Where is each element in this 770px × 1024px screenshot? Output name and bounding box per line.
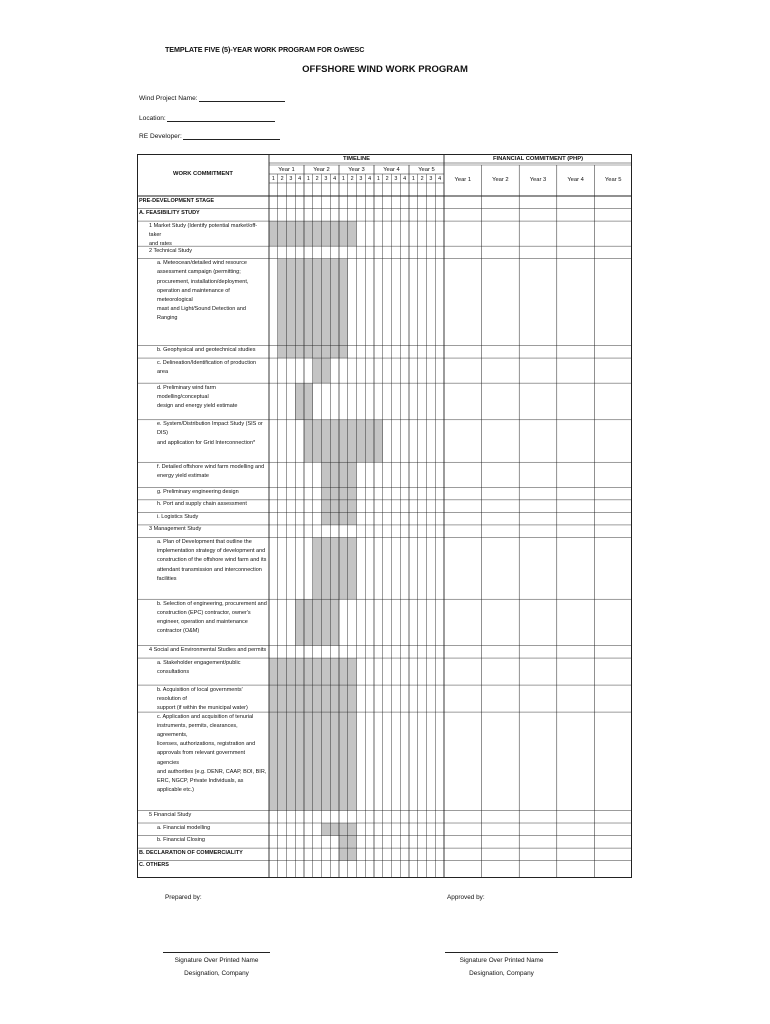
signature-line-right[interactable] — [445, 952, 558, 953]
quarter-number: 2 — [280, 176, 284, 182]
quarter-number: 4 — [403, 176, 407, 182]
financial-header: FINANCIAL COMMITMENT (PHP) — [492, 156, 584, 162]
table-row-label: a. Meteocean/detailed wind resource assessment campaign (permitting; procurement, installation/deployment, operation and maintenance of meteorological mast and Light/Sound Detection and Ranging — [157, 260, 249, 322]
table-row-label: f. Detailed offshore wind farm modelling and energy yield estimate — [157, 463, 265, 479]
table-row-label: b. Acquisition of local governments' resolution of support (if within the municipal water) — [157, 686, 248, 711]
table-row-label: b. Geophysical and geotechnical studies — [157, 347, 256, 354]
field-label: Location: — [139, 115, 166, 122]
quarter-number: 1 — [306, 176, 310, 182]
table-row-label: 2 Technical Study — [149, 247, 193, 254]
page-title: OFFSHORE WIND WORK PROGRAM — [302, 64, 468, 75]
quarter-number: 3 — [324, 176, 328, 182]
financial-year-label: Year 2 — [492, 177, 509, 183]
table-row-label: c. Delineation/Identification of production area — [157, 359, 257, 375]
table-row-label: 5 Financial Study — [149, 811, 192, 818]
quarter-number: 4 — [298, 176, 302, 182]
quarter-number: 4 — [368, 176, 372, 182]
table-row-label: c. Application and acquisition of tenurial instruments, permits, clearances, agreements, licenses, authorizations, registration and approvals from relevant government agencies and authorities (e.g. DENR, CAAP, BOI, BIR, ERC, NGCP, Private Individuals, as applicable etc.) — [157, 713, 267, 794]
quarter-number: 2 — [350, 176, 354, 182]
timeline-year-label: Year 3 — [348, 167, 365, 173]
table-row-label: B. DECLARATION OF COMMERCIALITY — [139, 849, 243, 856]
timeline-year-label: Year 4 — [383, 167, 400, 173]
table-row-label: i. Logistics Study — [157, 513, 199, 520]
quarter-number: 2 — [420, 176, 424, 182]
shaded-timeline-bar — [313, 537, 357, 599]
table-row-label: e. System/Distribution Impact Study (SIS or DIS) and application for Grid Interconnection* — [157, 421, 263, 446]
table-row-label: b. Financial Closing — [157, 837, 205, 844]
re-developer-field[interactable] — [139, 131, 280, 140]
financial-year-label: Year 1 — [454, 177, 472, 183]
quarter-number: 3 — [359, 176, 363, 182]
quarter-number: 1 — [341, 176, 345, 182]
timeline-year-label: Year 2 — [313, 167, 330, 173]
quarter-number: 2 — [385, 176, 389, 182]
table-row-label: g. Preliminary engineering design — [157, 488, 239, 495]
table-row-label: h. Port and supply chain assessment — [157, 501, 247, 508]
table-row-label: a. Stakeholder engagement/public consultations — [157, 659, 241, 675]
quarter-number: 1 — [411, 176, 415, 182]
signature-name-right: Signature Over Printed Name — [459, 957, 544, 964]
quarter-number: 4 — [333, 176, 337, 182]
template-title: TEMPLATE FIVE (5)-YEAR WORK PROGRAM FOR OsWESC — [165, 45, 365, 54]
shaded-timeline-bar — [295, 599, 339, 645]
designation-left: Designation, Company — [184, 970, 249, 977]
table-row-label: b. Selection of engineering, procurement and construction (EPC) contractor, owner's engineer, operation and maintenance contractor (O&M) — [157, 600, 267, 635]
field-blank-line[interactable] — [183, 131, 280, 140]
quarter-number: 3 — [394, 176, 398, 182]
table-row-label: 1 Market Study (Identify potential market/off-taker and rates — [149, 222, 258, 247]
table-row-label: 4 Social and Environmental Studies and permits — [149, 647, 267, 654]
table-row-label: A. FEASIBILITY STUDY — [139, 210, 200, 217]
table-row-label: a. Financial modelling — [157, 824, 211, 831]
field-blank-line[interactable] — [199, 93, 285, 102]
approved-by-label: Approved by: — [447, 894, 485, 901]
quarter-number: 3 — [429, 176, 433, 182]
signature-name-left: Signature Over Printed Name — [174, 957, 259, 964]
field-blank-line[interactable] — [167, 113, 275, 122]
table-row-label: d. Preliminary wind farm modelling/conceptual design and energy yield estimate — [157, 384, 238, 410]
prepared-by-label: Prepared by: — [165, 894, 202, 901]
field-label: RE Developer: — [139, 133, 182, 140]
timeline-year-label: Year 5 — [418, 167, 435, 173]
financial-year-label: Year 4 — [567, 177, 584, 183]
signature-line-left[interactable] — [163, 952, 270, 953]
table-row-label: C. OTHERS — [139, 862, 169, 869]
wind-project-name-field[interactable] — [139, 93, 285, 102]
quarter-number: 1 — [271, 176, 275, 182]
quarter-number: 1 — [376, 176, 380, 182]
table-row-label: 3 Management Study — [149, 526, 202, 533]
quarter-number: 2 — [315, 176, 319, 182]
field-label: Wind Project Name: — [139, 95, 198, 102]
quarter-number: 4 — [438, 176, 442, 182]
timeline-header: TIMELINE — [342, 156, 371, 162]
timeline-year-label: Year 1 — [278, 167, 295, 173]
table-row-label: PRE-DEVELOPMENT STAGE — [139, 197, 215, 204]
work-commitment-header: WORK COMMITMENT — [173, 171, 233, 177]
financial-year-label: Year 5 — [604, 177, 622, 183]
shaded-timeline-bar — [304, 420, 383, 462]
quarter-number: 3 — [289, 176, 293, 182]
location-field[interactable] — [139, 113, 275, 122]
financial-year-label: Year 3 — [529, 177, 547, 183]
work-program-table — [137, 154, 632, 878]
table-row-label: a. Plan of Development that outline the implementation strategy of development and construction of the offshore wind farm and its attendant transmission and interconnection facilities — [157, 538, 267, 582]
designation-right: Designation, Company — [469, 970, 534, 977]
